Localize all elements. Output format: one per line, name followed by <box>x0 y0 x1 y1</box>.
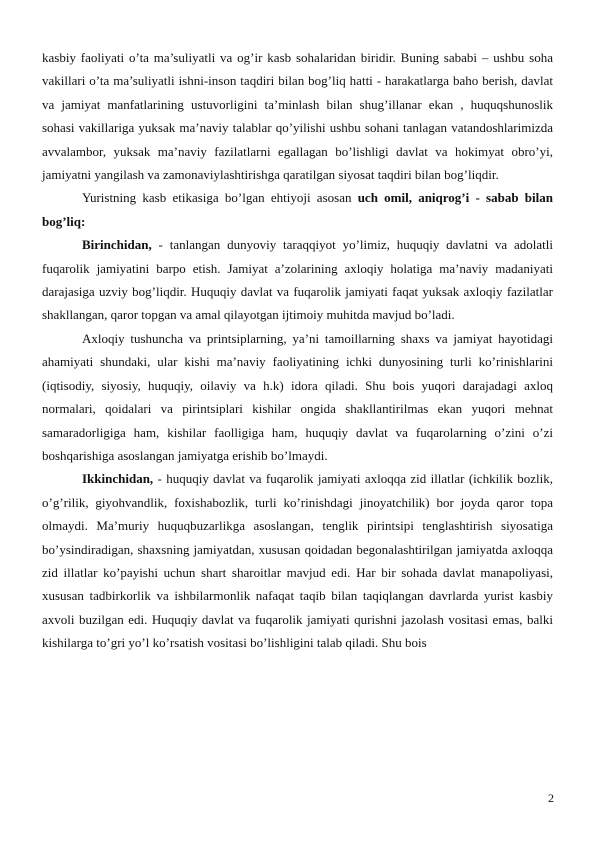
page-number: 2 <box>548 791 554 805</box>
paragraph-4 <box>42 327 553 467</box>
paragraph-lead-bold: Birinchidan, <box>82 237 152 253</box>
document-page <box>42 46 553 655</box>
paragraph-2 <box>42 186 553 233</box>
paragraph-text: Axloqiy tushuncha va printsiplarning, ya’ni tamoillarning shaxs va jamiyat hayotidagi ahamiyati shundaki, ular kishi ma’naviy faoliyatining ichki dunyosining turli ko’rinishlarini (iqtisodiy, siyosiy, huquqiy, oilaviy va h.k) idora qiladi. Shu bois yuqori darajadagi axloq normalari, qoidalari va pirintsiplari kishilar ongida shakllantirilmas ekan yuqori mehnat samaradorligiga ham, kishilar faolligiga ham, huquqiy davlat va fuqarolarning o’zini o’zi boshqarishiga asoslangan jamiyatga erishib bo’lmaydi. <box>42 330 553 463</box>
paragraph-text: kasbiy faoliyati o’ta ma’suliyatli va og’ir kasb sohalaridan biridir. Buning sababi – ushbu soha vakillari o’ta ma’suliyatli ishni-inson taqdiri bilan bog’liq hatti - harakatlarga baho berish, davlat va jamiyat manfatlarining ustuvorligini ta’minlash bilan shug’illanar ekan , huquqshunoslik sohasi vakillariga yuksak ma’naviy talablar qo’yilishi ushbu sohani tanlagan vatandoshlarimizda avvalambor, yuksak ma’naviy fazilatlarni egallagan bo’lishligi davlat va hokimyat obro’yi, jamiyatni yangilash va zamonaviylashtirishga qaratilgan siyosat taqdiri bilan bog’liqdir. <box>42 50 553 183</box>
paragraph-text: - huquqiy davlat va fuqarolik jamiyati axloqqa zid illatlar (ichkilik bozlik, o’g’rilik, giyohvandlik, foxishabozlik, turli ko’rinishdagi jinoyatchilik) bor joyda qaror topa olmaydi. Ma’muriy huquqbuzarlikga asoslangan, tenglik pirintsipi tenglashtirish siyosatiga bo’ysindiradigan, shaxsning jamiyatdan, xususan qoidadan begonalashtirilgan jamiyatda axloqqa zid illatlar ko’payishi uchun shart sharoitlar mavjud edi. Har bir sohada davlat manapoliyasi, xususan tadbirkorlik va ishbilarmonlik nafaqat taqib bilan taqiqlangan davrlarda yurist kasbiy axvoli buzilgan edi. Huquqiy davlat va fuqarolik jamiyati qurishni jazolash vositasi emas, balki kishilarga to’gri yo’l ko’rsatish vositasi bo’lishligini talab qiladi. Shu bois <box>42 471 553 651</box>
paragraph-3 <box>42 233 553 327</box>
paragraph-5 <box>42 467 553 654</box>
paragraph-1 <box>42 46 553 186</box>
paragraph-text: Yuristning kasb etikasiga bo’lgan ehtiyoji asosan <box>82 190 358 206</box>
paragraph-text: - tanlangan dunyoviy taraqqiyot yo’limiz, huquqiy davlatni va adolatli fuqarolik jamiyatini barpo etish. Jamiyat a’zolarining axloqiy holatiga ma’naviy madaniyati darajasiga uzviy bog’liqdir. Huquqiy davlat va fuqarolik jamiyati faqat yuksak axloqiy fazilatlar shakllangan, qaror topgan va amal qilayotgan ijtimoiy muhitda mavjud bo’ladi. <box>42 237 553 323</box>
bold-phrase: uch omil, aniqrog’i - sabab bilan bog’liq: <box>42 190 553 229</box>
paragraph-lead-bold: Ikkinchidan, <box>82 471 154 487</box>
